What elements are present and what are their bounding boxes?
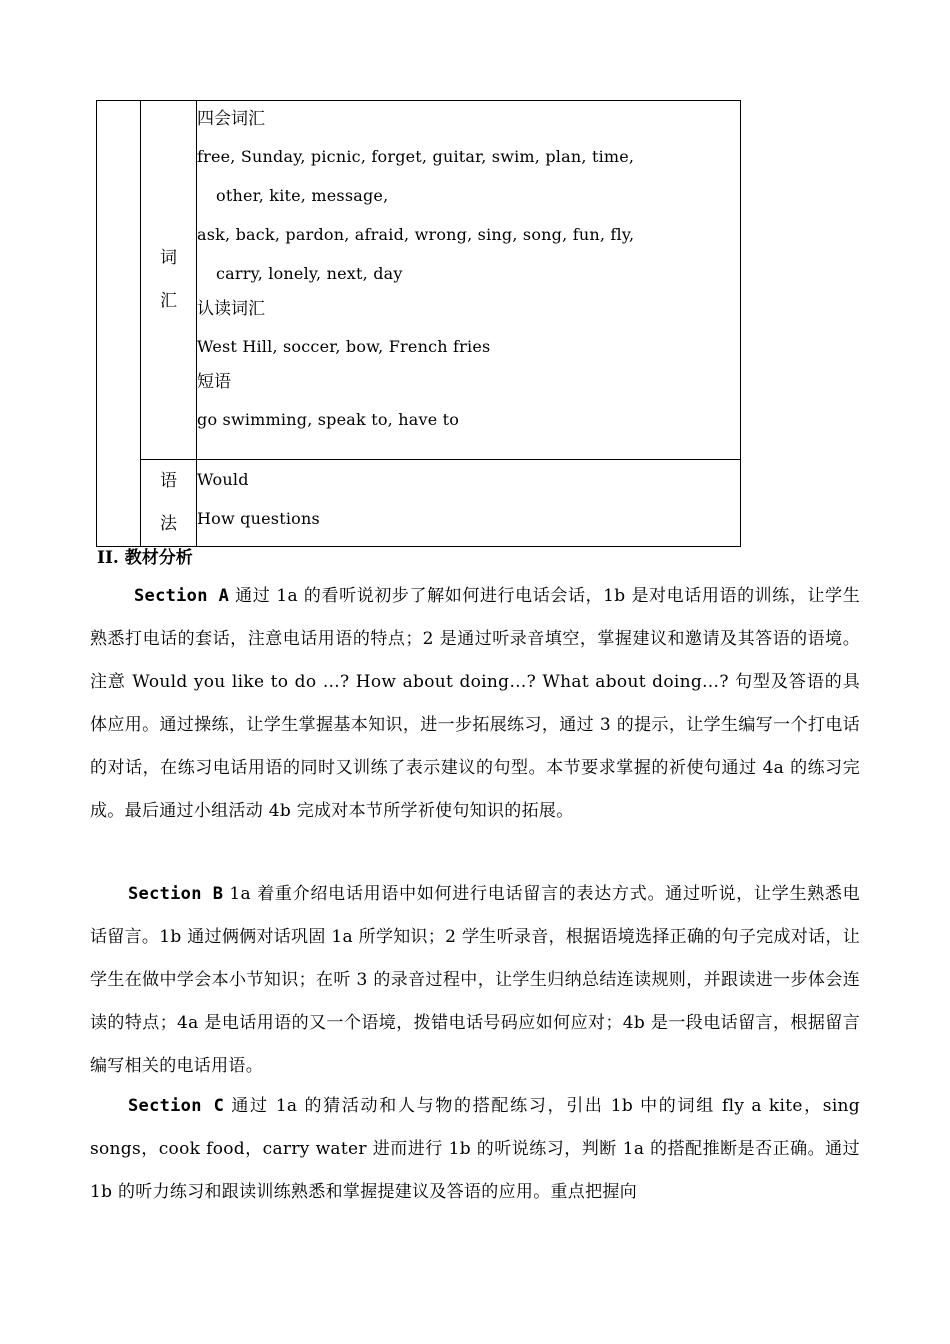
grammar-line: How questions <box>197 509 320 528</box>
section-a-text: 通过 1a 的看听说初步了解如何进行电话会话，1b 是对电话用语的训练，让学生熟悉打电话的套话，注意电话用语的特点；2 是通过听录音填空，掌握建议和邀请及其答语的语境。注意 Would you like to do …? How about doing…? What about doing…? 句型及答语的具体应用。通过操练，让学生掌握基本知识，进一步拓展练习，通过 3 的提示，让学生编写一个打电话的对话，在练习电话用语的同时又训练了表示建议的句型。本节要求掌握的祈使句通过 4a 的练习完成。最后通过小组活动 4b 完成对本节所学祈使句知识的拓展。 <box>90 586 860 821</box>
section-c-text: 通过 1a 的猜活动和人与物的搭配练习，引出 1b 中的词组 fly a kite，sing songs，cook food，carry water 进而进行 1b 的听说练习，判断 1a 的搭配推断是否正确。通过 1b 的听力练习和跟读训练熟悉和掌握提建议及答语的应用。重点把握向 <box>90 1096 860 1202</box>
section-c-paragraph <box>90 1085 860 1214</box>
vocab-category-cell <box>141 101 197 460</box>
word-list-line: free, Sunday, picnic, forget, guitar, swim, plan, time, <box>197 147 635 166</box>
word-list-line: ask, back, pardon, afraid, wrong, sing, song, fun, fly, <box>197 225 635 244</box>
grammar-category-cell <box>141 460 197 547</box>
grammar-row <box>97 460 741 547</box>
blank-column-cell <box>97 101 141 547</box>
grammar-category-char: 语 <box>160 471 177 491</box>
recognition-title: 认读词汇 <box>197 299 265 319</box>
vocab-category-char: 汇 <box>160 291 177 311</box>
vocabulary-row <box>97 101 741 460</box>
grammar-category-char: 法 <box>160 514 177 534</box>
section-a-paragraph <box>90 575 860 833</box>
phrases-line: go swimming, speak to, have to <box>197 410 460 429</box>
vocab-content-cell <box>197 101 741 460</box>
grammar-line: Would <box>197 470 249 489</box>
section-c-lead: Section C <box>128 1096 225 1116</box>
grammar-content-cell <box>197 460 741 547</box>
word-list-line: carry, lonely, next, day <box>216 264 403 283</box>
section-b-paragraph <box>90 873 860 1088</box>
section-b-lead: Section B <box>128 884 224 904</box>
section-b-text: 1a 着重介绍电话用语中如何进行电话留言的表达方式。通过听说，让学生熟悉电话留言。1b 通过俩俩对话巩固 1a 所学知识；2 学生听录音，根据语境选择正确的句子完成对话，让学生在做中学会本小节知识；在听 3 的录音过程中，让学生归纳总结连读规则，并跟读进一步体会连读的特点；4a 是电话用语的又一个语境，拨错电话号码应如何应对；4b 是一段电话留言，根据留言编写相关的电话用语。 <box>90 884 860 1076</box>
vocab-category-char: 词 <box>160 248 177 268</box>
recognition-line: West Hill, soccer, bow, French fries <box>197 337 491 356</box>
four-skills-title: 四会词汇 <box>197 109 265 129</box>
vocabulary-table <box>96 100 741 547</box>
word-list-line: other, kite, message, <box>216 186 389 205</box>
phrases-title: 短语 <box>197 372 231 392</box>
section-heading: II. 教材分析 <box>97 548 193 568</box>
section-a-lead: Section A <box>134 586 230 606</box>
